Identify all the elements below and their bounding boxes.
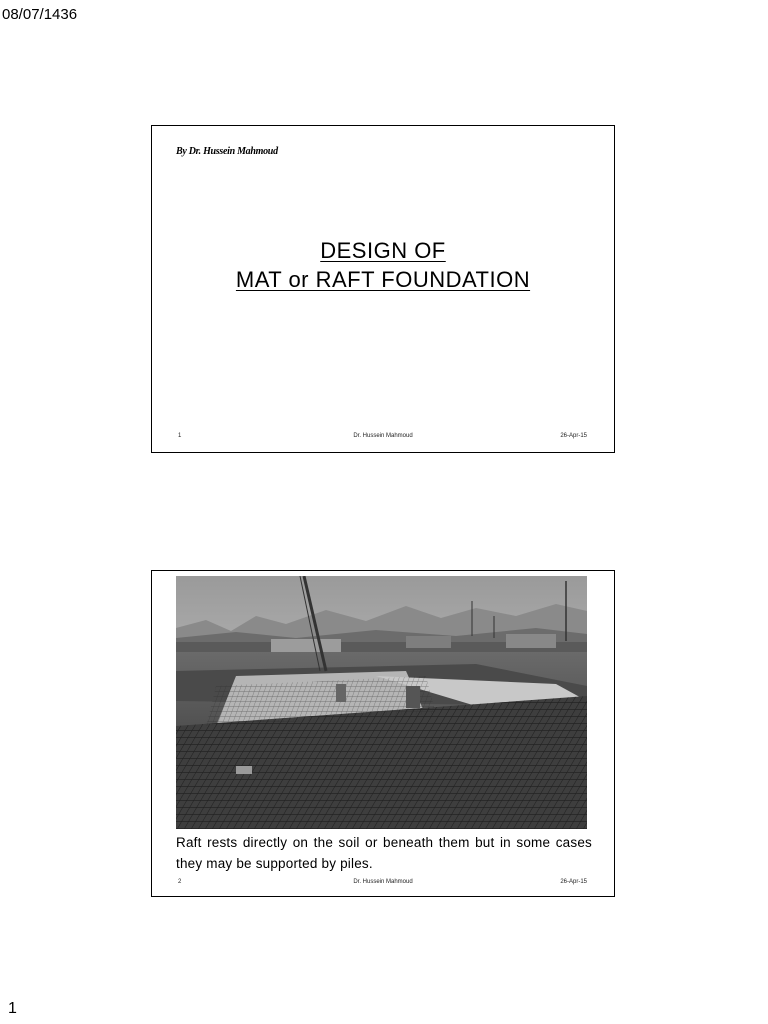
slide-number: 1 [178, 433, 182, 439]
slide-title [152, 236, 614, 294]
page-number: 1 [8, 1000, 17, 1017]
footer-author: Dr. Hussein Mahmoud [353, 879, 413, 885]
slide-author: By Dr. Hussein Mahmoud [176, 146, 278, 157]
footer-date: 26-Apr-15 [560, 879, 587, 885]
title-line-2: MAT or RAFT FOUNDATION [235, 267, 531, 292]
footer-author: Dr. Hussein Mahmoud [353, 433, 413, 439]
slide-2 [151, 570, 615, 897]
slide-number: 2 [178, 879, 182, 885]
title-line-1: DESIGN OF [320, 238, 446, 263]
construction-photo [176, 576, 587, 829]
footer-date: 26-Apr-15 [560, 433, 587, 439]
page-date: 08/07/1436 [2, 6, 78, 23]
slide-1 [151, 125, 615, 453]
slide-caption: Raft rests directly on the soil or beneath them but in some cases they may be supported by piles. [176, 835, 592, 871]
